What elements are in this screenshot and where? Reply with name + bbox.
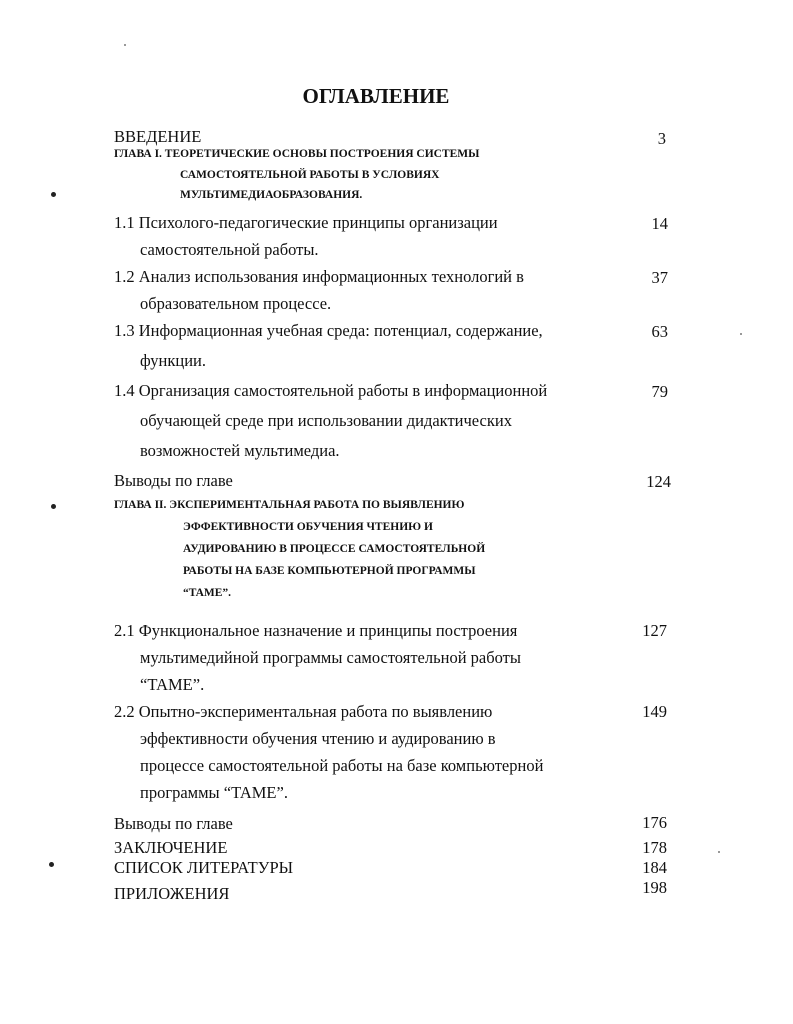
section-1-2-page: 37 xyxy=(651,268,668,287)
section-2-1-page: 127 xyxy=(642,621,667,640)
appendices-label: ПРИЛОЖЕНИЯ xyxy=(114,884,230,903)
section-1-2-line1: 1.2 Анализ использования информационных технологий в xyxy=(114,267,524,286)
scan-mark xyxy=(51,504,56,509)
section-2-1-line3: “TAME”. xyxy=(140,675,205,694)
section-1-1-page: 14 xyxy=(651,214,668,233)
scan-speck xyxy=(124,44,126,46)
section-2-2-line1: 2.2 Опытно-экспериментальная работа по выявлению xyxy=(114,702,493,721)
intro-page: 3 xyxy=(657,129,666,148)
section-1-3-line2: функции. xyxy=(140,351,206,370)
section-1-1-line1: 1.1 Психолого-педагогические принципы организации xyxy=(114,213,498,232)
conclusion-label: ЗАКЛЮЧЕНИЕ xyxy=(114,838,228,857)
section-1-4-page: 79 xyxy=(651,382,668,401)
appendices-page: 198 xyxy=(642,878,667,897)
bibliography-page: 184 xyxy=(642,858,667,877)
conclusion-page: 178 xyxy=(642,838,667,857)
section-2-2-page: 149 xyxy=(642,702,667,721)
chapter1-heading-line3: МУЛЬТИМЕДИАОБРАЗОВАНИЯ. xyxy=(180,189,363,201)
chapter2-heading-line3: АУДИРОВАНИЮ В ПРОЦЕССЕ САМОСТОЯТЕЛЬНОЙ xyxy=(183,543,486,555)
scan-mark xyxy=(49,862,54,867)
intro-label: ВВЕДЕНИЕ xyxy=(114,127,202,146)
section-2-1-line1: 2.1 Функциональное назначение и принципы построения xyxy=(114,621,518,640)
section-1-4-line2: обучающей среде при использовании дидактических xyxy=(140,411,512,430)
scan-speck xyxy=(718,851,720,853)
chapter1-conclusions-label: Выводы по главе xyxy=(114,471,233,490)
section-2-2-line2: эффективности обучения чтению и аудированию в xyxy=(140,729,496,748)
section-1-4-line3: возможностей мультимедиа. xyxy=(140,441,340,460)
section-1-2-line2: образовательном процессе. xyxy=(140,294,332,313)
chapter2-heading-line4: РАБОТЫ НА БАЗЕ КОМПЬЮТЕРНОЙ ПРОГРАММЫ xyxy=(183,565,476,577)
chapter2-conclusions-label: Выводы по главе xyxy=(114,814,233,833)
toc-title: ОГЛАВЛЕНИЕ xyxy=(302,84,450,108)
scan-speck xyxy=(740,333,742,335)
chapter1-conclusions-page: 124 xyxy=(646,472,671,491)
chapter1-heading-line1: ГЛАВА I. ТЕОРЕТИЧЕСКИЕ ОСНОВЫ ПОСТРОЕНИЯ СИСТЕМЫ xyxy=(114,148,480,160)
section-2-2-line4: программы “TAME”. xyxy=(140,783,288,802)
chapter2-heading-line2: ЭФФЕКТИВНОСТИ ОБУЧЕНИЯ ЧТЕНИЮ И xyxy=(183,521,433,533)
section-1-3-page: 63 xyxy=(651,322,668,341)
chapter2-heading-line5: “TAME”. xyxy=(183,587,232,599)
chapter1-heading-line2: САМОСТОЯТЕЛЬНОЙ РАБОТЫ В УСЛОВИЯХ xyxy=(180,169,440,181)
chapter2-heading-line1: ГЛАВА II. ЭКСПЕРИМЕНТАЛЬНАЯ РАБОТА ПО ВЫЯВЛЕНИЮ xyxy=(114,499,465,511)
section-2-2-line3: процессе самостоятельной работы на базе компьютерной xyxy=(140,756,544,775)
bibliography-label: СПИСОК ЛИТЕРАТУРЫ xyxy=(114,858,294,877)
scan-mark xyxy=(51,192,56,197)
section-1-1-line2: самостоятельной работы. xyxy=(140,240,319,259)
section-2-1-line2: мультимедийной программы самостоятельной работы xyxy=(140,648,521,667)
chapter2-conclusions-page: 176 xyxy=(642,813,667,832)
section-1-3-line1: 1.3 Информационная учебная среда: потенциал, содержание, xyxy=(114,321,543,340)
section-1-4-line1: 1.4 Организация самостоятельной работы в информационной xyxy=(114,381,548,400)
